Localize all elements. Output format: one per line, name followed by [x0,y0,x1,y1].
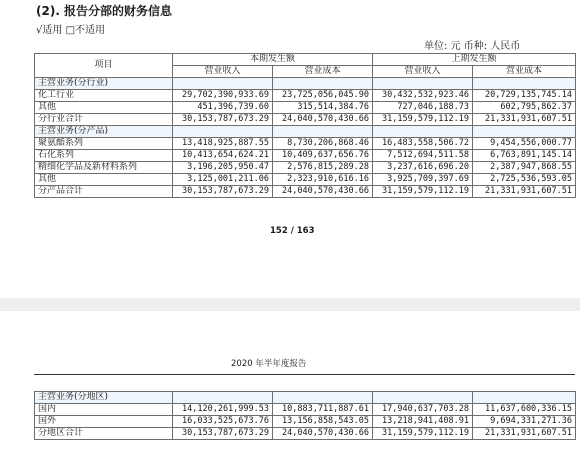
cell-current-cost: 315,514,384.76 [273,102,373,114]
cell-current-revenue: 3,196,205,950.47 [173,162,273,174]
row-label: 分行业合计 [35,114,173,126]
page-number: 152 / 163 [270,226,315,236]
header-previous-period: 上期发生额 [373,54,576,66]
row-label: 主营业务(分地区) [35,392,173,404]
cell-previous-revenue: 31,159,579,112.19 [373,114,473,126]
table-row [35,90,576,102]
cell-current-revenue [173,78,273,90]
table-row [35,138,576,150]
cell-current-revenue: 10,413,654,624.21 [173,150,273,162]
row-label: 精细化学品及新材料系列 [35,162,173,174]
cell-current-cost [273,126,373,138]
cell-current-cost: 23,725,056,045.90 [273,90,373,102]
cell-previous-revenue: 3,237,616,696.20 [373,162,473,174]
cell-previous-revenue: 13,218,941,408.91 [373,416,473,428]
unit-currency-line: 单位: 元 币种: 人民币 [424,41,521,52]
cell-previous-cost: 21,331,931,607.51 [473,186,576,198]
cell-current-cost: 24,040,570,430.66 [273,428,373,440]
row-label: 主营业务(分行业) [35,78,173,90]
report-header: 2020 年半年度报告 [231,359,307,369]
cell-current-revenue: 16,033,525,673.76 [173,416,273,428]
cell-current-revenue: 451,396,739.60 [173,102,273,114]
cell-previous-revenue: 30,432,532,923.46 [373,90,473,102]
segment-financial-table [34,53,576,198]
cell-previous-cost: 2,725,536,593.05 [473,174,576,186]
row-label: 国外 [35,416,173,428]
cell-current-revenue: 14,120,261,999.53 [173,404,273,416]
header-revenue: 营业收入 [373,66,473,78]
table-row [35,186,576,198]
table-row [35,150,576,162]
page-gap [0,298,580,311]
cell-previous-cost: 21,331,931,607.51 [473,428,576,440]
not-applicable-label: 不适用 [75,25,106,36]
row-label: 分地区合计 [35,428,173,440]
header-cost: 营业成本 [473,66,576,78]
cell-current-cost: 10,883,711,887.61 [273,404,373,416]
row-label: 聚氨酯系列 [35,138,173,150]
cell-current-revenue: 30,153,787,673.29 [173,186,273,198]
cell-current-cost: 2,323,910,616.16 [273,174,373,186]
cell-previous-cost: 21,331,931,607.51 [473,114,576,126]
row-label: 其他 [35,102,173,114]
cell-current-revenue [173,392,273,404]
cell-current-cost: 24,040,570,430.66 [273,186,373,198]
cell-current-revenue: 30,153,787,673.29 [173,114,273,126]
table-row [35,416,576,428]
cell-previous-cost: 20,729,135,745.14 [473,90,576,102]
checkmark-icon: √ [36,25,43,36]
row-label: 石化系列 [35,150,173,162]
cell-previous-cost [473,392,576,404]
cell-previous-revenue: 31,159,579,112.19 [373,186,473,198]
cell-previous-revenue: 7,512,694,511.58 [373,150,473,162]
cell-previous-revenue: 16,483,558,506.72 [373,138,473,150]
header-cost: 营业成本 [273,66,373,78]
cell-current-cost: 2,576,815,289.28 [273,162,373,174]
applicable-label: 适用 [42,25,63,36]
table-row [35,404,576,416]
cell-previous-revenue [373,392,473,404]
cell-previous-revenue: 3,925,709,397.69 [373,174,473,186]
cell-current-cost: 8,730,206,868.46 [273,138,373,150]
cell-previous-revenue: 727,046,188.73 [373,102,473,114]
header-divider [34,374,575,375]
table-row [35,126,576,138]
cell-current-revenue: 13,418,925,887.55 [173,138,273,150]
row-label: 其他 [35,174,173,186]
cell-previous-revenue [373,78,473,90]
checkbox-empty-icon: □ [65,25,76,36]
region-segment-table [34,391,576,440]
row-label: 分产品合计 [35,186,173,198]
cell-previous-cost [473,78,576,90]
row-label: 主营业务(分产品) [35,126,173,138]
cell-previous-revenue: 17,940,637,703.28 [373,404,473,416]
header-revenue: 营业收入 [173,66,273,78]
cell-current-revenue: 29,702,390,933.69 [173,90,273,102]
cell-previous-cost: 9,694,331,271.36 [473,416,576,428]
cell-current-revenue: 30,153,787,673.29 [173,428,273,440]
table-row [35,162,576,174]
row-label: 化工行业 [35,90,173,102]
header-current-period: 本期发生额 [173,54,373,66]
cell-current-cost: 10,409,637,656.76 [273,150,373,162]
header-item: 项目 [35,54,173,78]
applicability-line [36,21,105,36]
table-header-row [35,54,576,66]
cell-current-cost [273,78,373,90]
cell-current-cost: 13,156,858,543.05 [273,416,373,428]
table-row [35,428,576,440]
table-row [35,174,576,186]
cell-previous-revenue [373,126,473,138]
cell-previous-revenue: 31,159,579,112.19 [373,428,473,440]
table-row [35,78,576,90]
cell-previous-cost [473,126,576,138]
cell-current-cost: 24,040,570,430.66 [273,114,373,126]
cell-previous-cost: 11,637,600,336.15 [473,404,576,416]
cell-current-revenue: 3,125,001,211.06 [173,174,273,186]
row-label: 国内 [35,404,173,416]
section-title: (2). 报告分部的财务信息 [36,4,173,18]
table-row [35,102,576,114]
report-page-153 [0,311,580,461]
table-row [35,392,576,404]
cell-previous-cost: 2,387,947,868.55 [473,162,576,174]
table-row [35,114,576,126]
cell-current-revenue [173,126,273,138]
cell-previous-cost: 602,795,862.37 [473,102,576,114]
cell-previous-cost: 9,454,556,000.77 [473,138,576,150]
cell-previous-cost: 6,763,891,145.14 [473,150,576,162]
cell-current-cost [273,392,373,404]
